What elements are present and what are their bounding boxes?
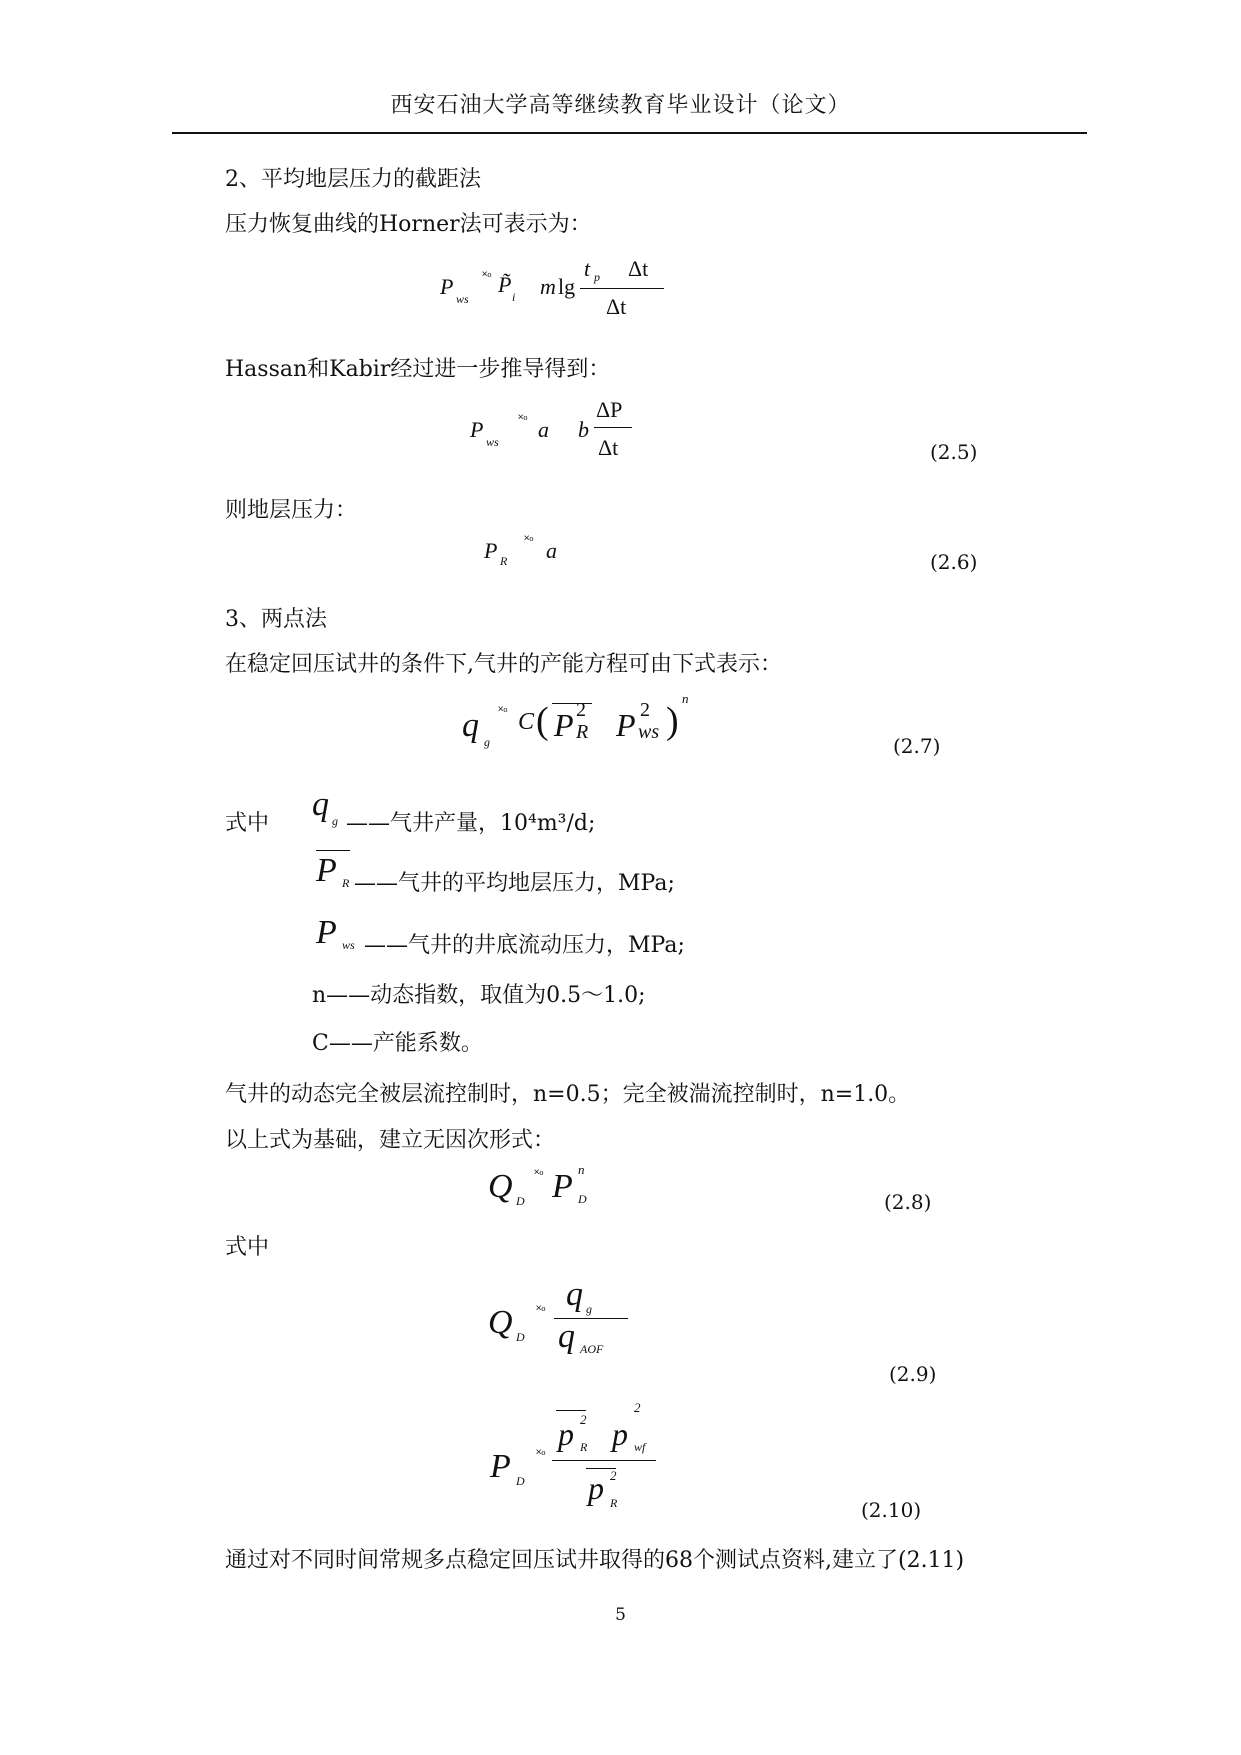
header-rule bbox=[172, 132, 1087, 134]
def-c: C——产能系数。 bbox=[312, 1031, 483, 1056]
horner-intro: 压力恢复曲线的Horner法可表示为： bbox=[225, 212, 592, 237]
equation-number-2-7: (2.7) bbox=[893, 734, 941, 758]
page-number: 5 bbox=[615, 1605, 626, 1625]
equation-number-2-5: (2.5) bbox=[930, 440, 978, 464]
closing-line: 通过对不同时间常规多点稳定回压试井取得的68个测试点资料,建立了(2.11) bbox=[225, 1548, 965, 1573]
equation-2-7: q g ˟ᵒ C ( P 2 R P 2 ws ) n bbox=[462, 691, 689, 749]
def-qg: q g ——气井产量，10⁴m³/d; bbox=[312, 786, 596, 836]
equation-2-8: Q D ˟ᵒ P n D bbox=[488, 1162, 587, 1208]
page-header: 西安石油大学高等继续教育毕业设计（论文） bbox=[390, 93, 851, 118]
formation-pressure-line: 则地层压力： bbox=[225, 498, 358, 523]
section-3-heading: 3、两点法 bbox=[225, 607, 327, 632]
equation-2-9: Q D ˟ᵒ q g q AOF bbox=[488, 1282, 638, 1372]
section-2-heading: 2、平均地层压力的截距法 bbox=[225, 167, 481, 192]
where-label-2: 式中 bbox=[225, 1235, 270, 1260]
equation-2-6: P R ˟ᵒ a bbox=[484, 534, 557, 568]
flow-regime-line: 气井的动态完全被层流控制时，n=0.5；完全被湍流控制时，n=1.0。 bbox=[225, 1082, 911, 1107]
def-pr: P R ——气井的平均地层压力，MPa; bbox=[316, 852, 675, 896]
where-label: 式中 bbox=[225, 811, 270, 836]
equation-number-2-8: (2.8) bbox=[884, 1190, 932, 1214]
def-n: n——动态指数，取值为0.5～1.0; bbox=[312, 983, 646, 1008]
equation-2-10: P D ˟ᵒ p 2 R p 2 wf p 2 R bbox=[490, 1404, 670, 1514]
productivity-intro: 在稳定回压试井的条件下,气井的产能方程可由下式表示： bbox=[225, 652, 782, 677]
equation-number-2-6: (2.6) bbox=[930, 550, 978, 574]
equation-horner: P ws ˟ᵒ P̃ i m lg t p Δt Δt bbox=[440, 250, 680, 325]
dimensionless-basis-line: 以上式为基础，建立无因次形式： bbox=[225, 1128, 556, 1153]
equation-number-2-10: (2.10) bbox=[861, 1498, 922, 1522]
hassan-kabir-line: Hassan和Kabir经过进一步推导得到： bbox=[225, 357, 611, 382]
equation-2-5: P ws ˟ᵒ a b ΔP Δt bbox=[470, 395, 670, 465]
equation-number-2-9: (2.9) bbox=[889, 1362, 937, 1386]
def-pws: P ws ——气井的井底流动压力，MPa; bbox=[316, 914, 685, 958]
